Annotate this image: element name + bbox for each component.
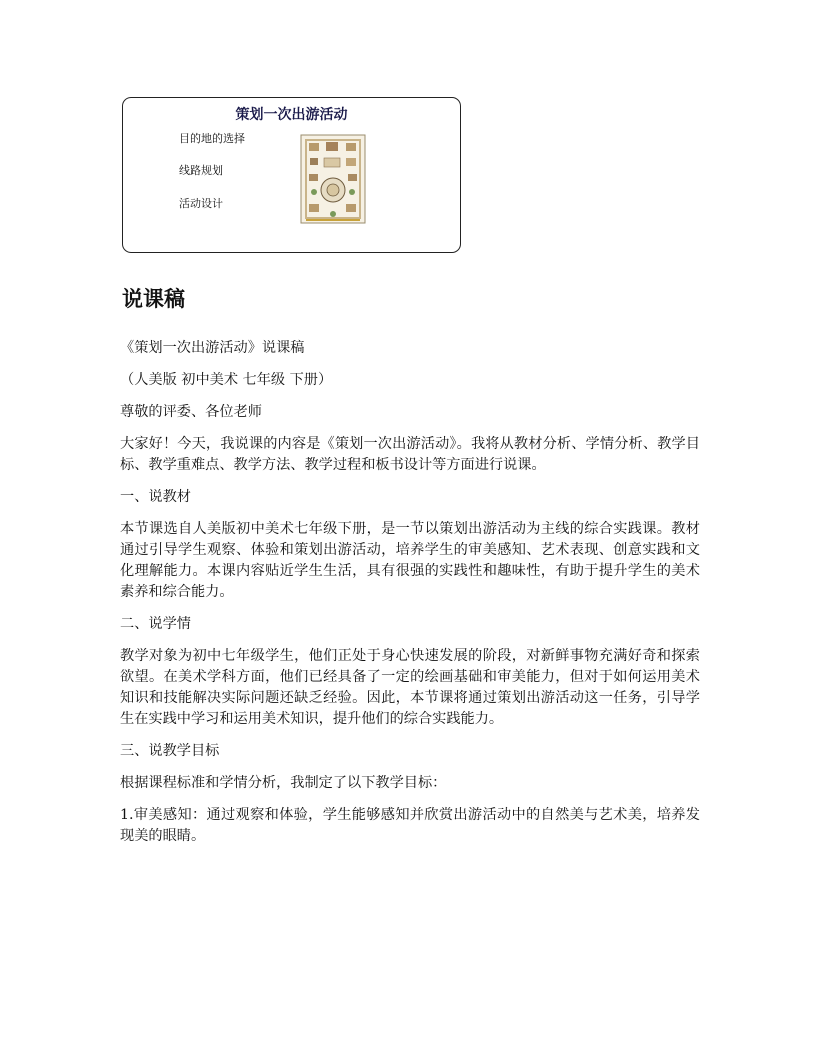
objectives-intro: 根据课程标准和学情分析，我制定了以下教学目标： xyxy=(120,775,447,791)
travel-map-image xyxy=(300,134,366,224)
textbook-info: （人美版 初中美术 七年级 下册） xyxy=(120,372,333,388)
greeting: 尊敬的评委、各位老师 xyxy=(120,404,262,420)
board-item-route: 线路规划 xyxy=(179,164,223,177)
board-item-activity: 活动设计 xyxy=(179,197,223,210)
doc-title: 《策划一次出游活动》说课稿 xyxy=(120,340,305,356)
page-heading: 说课稿 xyxy=(122,287,185,311)
section-heading-objectives: 三、说教学目标 xyxy=(120,743,220,759)
students-paragraph: 教学对象为初中七年级学生，他们正处于身心快速发展的阶段，对新鲜事物充满好奇和探索欲望。在美术学科方面，他们已经具备了一定的绘画基础和审美能力，但对于如何运用美术知识和技能解决实际问题还缺乏经验。因此，本节课将通过策划出游活动这一任务，引导学生在实践中学习和运用美术知识，提升他们的综合实践能力。 xyxy=(120,648,700,727)
section-heading-students: 二、说学情 xyxy=(120,616,191,632)
lecture-content xyxy=(120,338,700,858)
intro-paragraph: 大家好！今天，我说课的内容是《策划一次出游活动》。我将从教材分析、学情分析、教学目标、教学重难点、教学方法、教学过程和板书设计等方面进行说课。 xyxy=(120,436,700,473)
textbook-paragraph: 本节课选自人美版初中美术七年级下册，是一节以策划出游活动为主线的综合实践课。教材通过引导学生观察、体验和策划出游活动，培养学生的审美感知、艺术表现、创意实践和文化理解能力。本课内容贴近学生生活，具有很强的实践性和趣味性，有助于提升学生的美术素养和综合能力。 xyxy=(120,521,700,600)
blackboard-design-box xyxy=(122,97,461,253)
board-item-destination: 目的地的选择 xyxy=(179,132,245,145)
board-title: 策划一次出游活动 xyxy=(235,107,348,123)
section-heading-textbook: 一、说教材 xyxy=(120,489,191,505)
objective-item-1: 1.审美感知：通过观察和体验，学生能够感知并欣赏出游活动中的自然美与艺术美，培养发现美的眼睛。 xyxy=(120,807,700,844)
